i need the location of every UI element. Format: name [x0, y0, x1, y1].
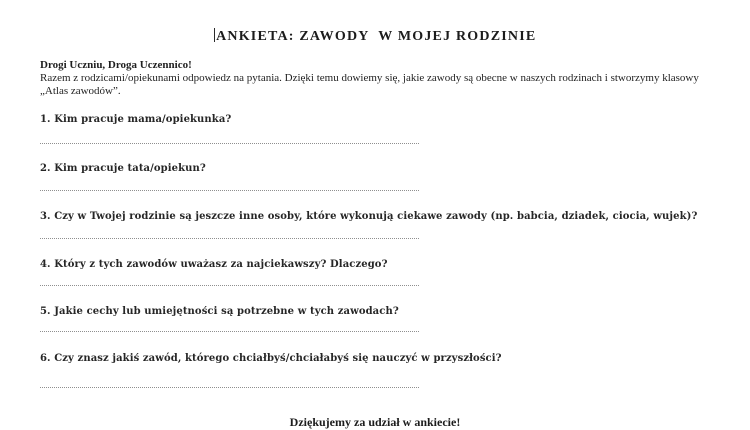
question-label: 4. Który z tych zawodów uważasz za najciekawszy? Dlaczego? [40, 259, 388, 270]
page-title-text: ANKIETA: ZAWODY W MOJEJ RODZINIE [216, 29, 537, 44]
question-block [40, 163, 710, 191]
answer-line[interactable] [40, 238, 419, 239]
intro-text: Razem z rodzicami/opiekunami odpowiedz na pytania. Dzięki temu dowiemy się, jakie zawody są obecne w naszych rodzinach i stworzymy klasowy „Atlas zawodów”. [40, 72, 699, 97]
question-label: 3. Czy w Twojej rodzinie są jeszcze inne osoby, które wykonują ciekawe zawody (np. babcia, dziadek, ciocia, wujek)? [40, 211, 698, 222]
question-label: 6. Czy znasz jakiś zawód, którego chciałbyś/chciałabyś się nauczyć w przyszłości? [40, 353, 502, 364]
text-cursor [214, 28, 216, 42]
question-label: 1. Kim pracuje mama/opiekunka? [40, 114, 232, 125]
page-title [40, 28, 710, 46]
question-block [40, 353, 710, 388]
question-label: 5. Jakie cechy lub umiejętności są potrzebne w tych zawodach? [40, 306, 399, 317]
question-block [40, 211, 710, 239]
question-block [40, 306, 710, 332]
question-block [40, 259, 710, 286]
footer-text: Dziękujemy za udział w ankiecie! [289, 415, 461, 429]
answer-line[interactable] [40, 285, 419, 286]
answer-line[interactable] [40, 143, 419, 144]
answer-line[interactable] [40, 190, 419, 191]
answer-line[interactable] [40, 387, 419, 388]
question-label: 2. Kim pracuje tata/opiekun? [40, 163, 206, 174]
answer-line[interactable] [40, 331, 419, 332]
greeting-text: Drogi Uczniu, Droga Uczennico! [40, 59, 192, 71]
question-block [40, 114, 710, 144]
